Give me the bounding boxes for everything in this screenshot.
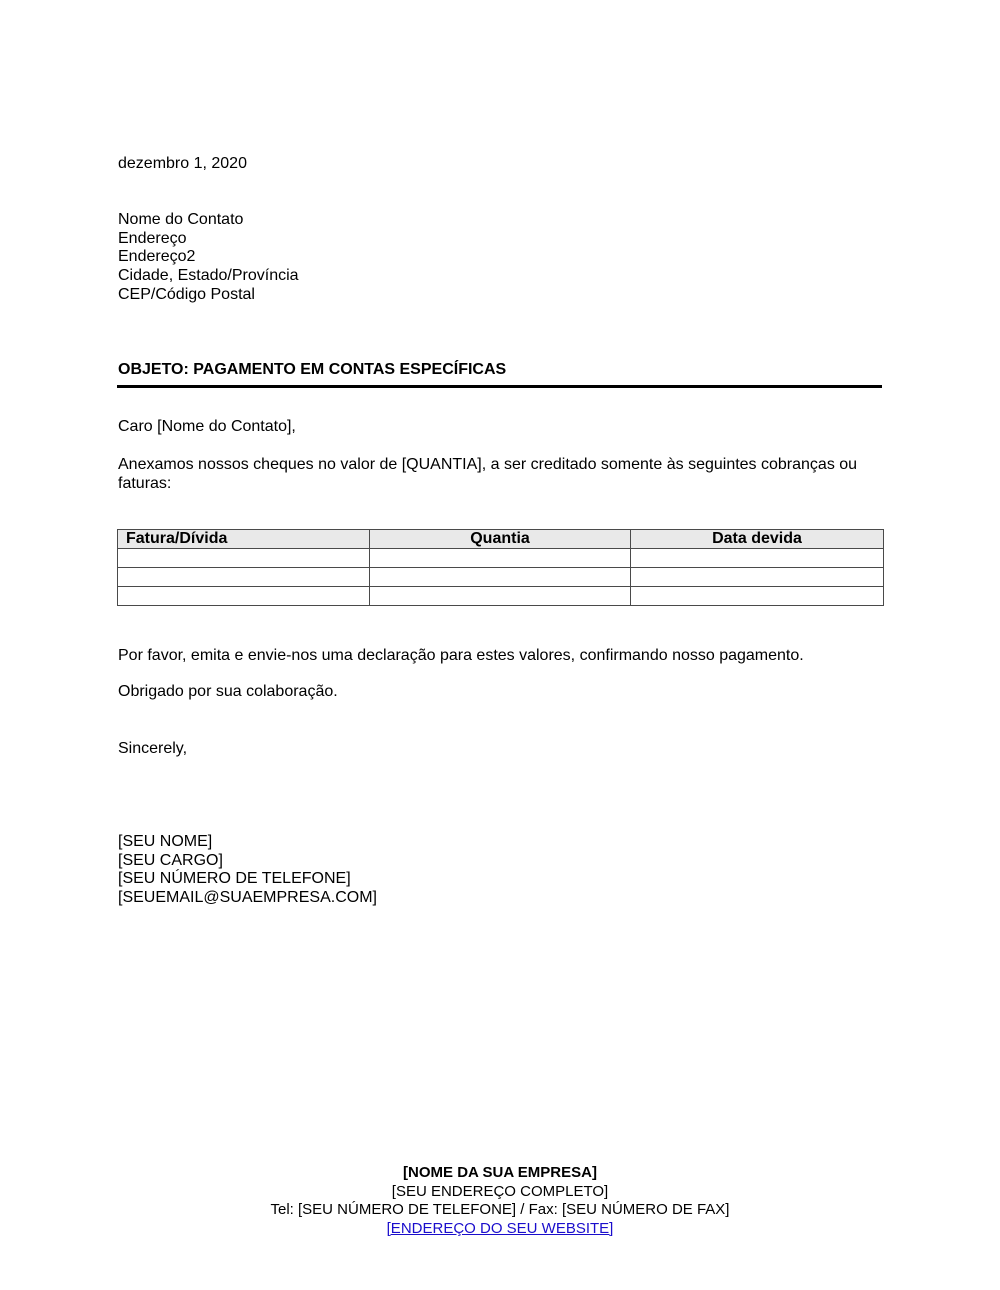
footer-contact: Tel: [SEU NÚMERO DE TELEFONE] / Fax: [SEU NÚMERO DE FAX] bbox=[270, 1201, 730, 1218]
cell-due-date bbox=[631, 568, 884, 587]
recipient-name: Nome do Contato bbox=[118, 211, 244, 228]
sender-phone: [SEU NÚMERO DE TELEFONE] bbox=[118, 870, 351, 888]
column-header-amount: Quantia bbox=[370, 530, 631, 549]
letter-date: dezembro 1, 2020 bbox=[118, 155, 247, 172]
recipient-address bbox=[118, 211, 299, 305]
cell-due-date bbox=[631, 549, 884, 568]
closing: Sincerely, bbox=[118, 740, 188, 757]
recipient-city-state: Cidade, Estado/Província bbox=[118, 267, 299, 285]
cell-amount bbox=[370, 568, 631, 587]
cell-amount bbox=[370, 549, 631, 568]
cell-invoice bbox=[118, 587, 370, 606]
table-row bbox=[118, 549, 884, 568]
footer-company-name: [NOME DA SUA EMPRESA] bbox=[403, 1164, 597, 1181]
cell-amount bbox=[370, 587, 631, 606]
cell-invoice bbox=[118, 549, 370, 568]
cell-invoice bbox=[118, 568, 370, 587]
recipient-address-line-1: Endereço bbox=[118, 229, 187, 247]
intro-paragraph: Anexamos nossos cheques no valor de [QUANTIA], a ser creditado somente às seguintes cobranças ou faturas: bbox=[118, 456, 858, 492]
invoice-table bbox=[117, 529, 884, 606]
salutation: Caro [Nome do Contato], bbox=[118, 418, 296, 435]
request-paragraph: Por favor, emita e envie-nos uma declaração para estes valores, confirmando nosso pagamento. bbox=[118, 647, 804, 664]
thanks-paragraph: Obrigado por sua colaboração. bbox=[118, 683, 338, 700]
table-row bbox=[118, 568, 884, 587]
sender-email: [SEUEMAIL@SUAEMPRESA.COM] bbox=[118, 889, 377, 907]
footer-address: [SEU ENDEREÇO COMPLETO] bbox=[391, 1182, 609, 1200]
sender-title: [SEU CARGO] bbox=[118, 851, 223, 869]
footer-website-link[interactable]: [ENDEREÇO DO SEU WEBSITE] bbox=[386, 1219, 614, 1237]
cell-due-date bbox=[631, 587, 884, 606]
signature-block bbox=[118, 833, 377, 908]
subject-divider bbox=[117, 385, 882, 388]
recipient-address-line-2: Endereço2 bbox=[118, 248, 196, 266]
recipient-postal-code: CEP/Código Postal bbox=[118, 285, 255, 303]
letterhead-footer bbox=[0, 1164, 1000, 1238]
column-header-invoice: Fatura/Dívida bbox=[118, 530, 370, 549]
table-header-row bbox=[118, 530, 884, 549]
column-header-due-date: Data devida bbox=[631, 530, 884, 549]
table-row bbox=[118, 587, 884, 606]
subject-heading: OBJETO: PAGAMENTO EM CONTAS ESPECÍFICAS bbox=[118, 361, 507, 378]
sender-name: [SEU NOME] bbox=[118, 833, 213, 850]
